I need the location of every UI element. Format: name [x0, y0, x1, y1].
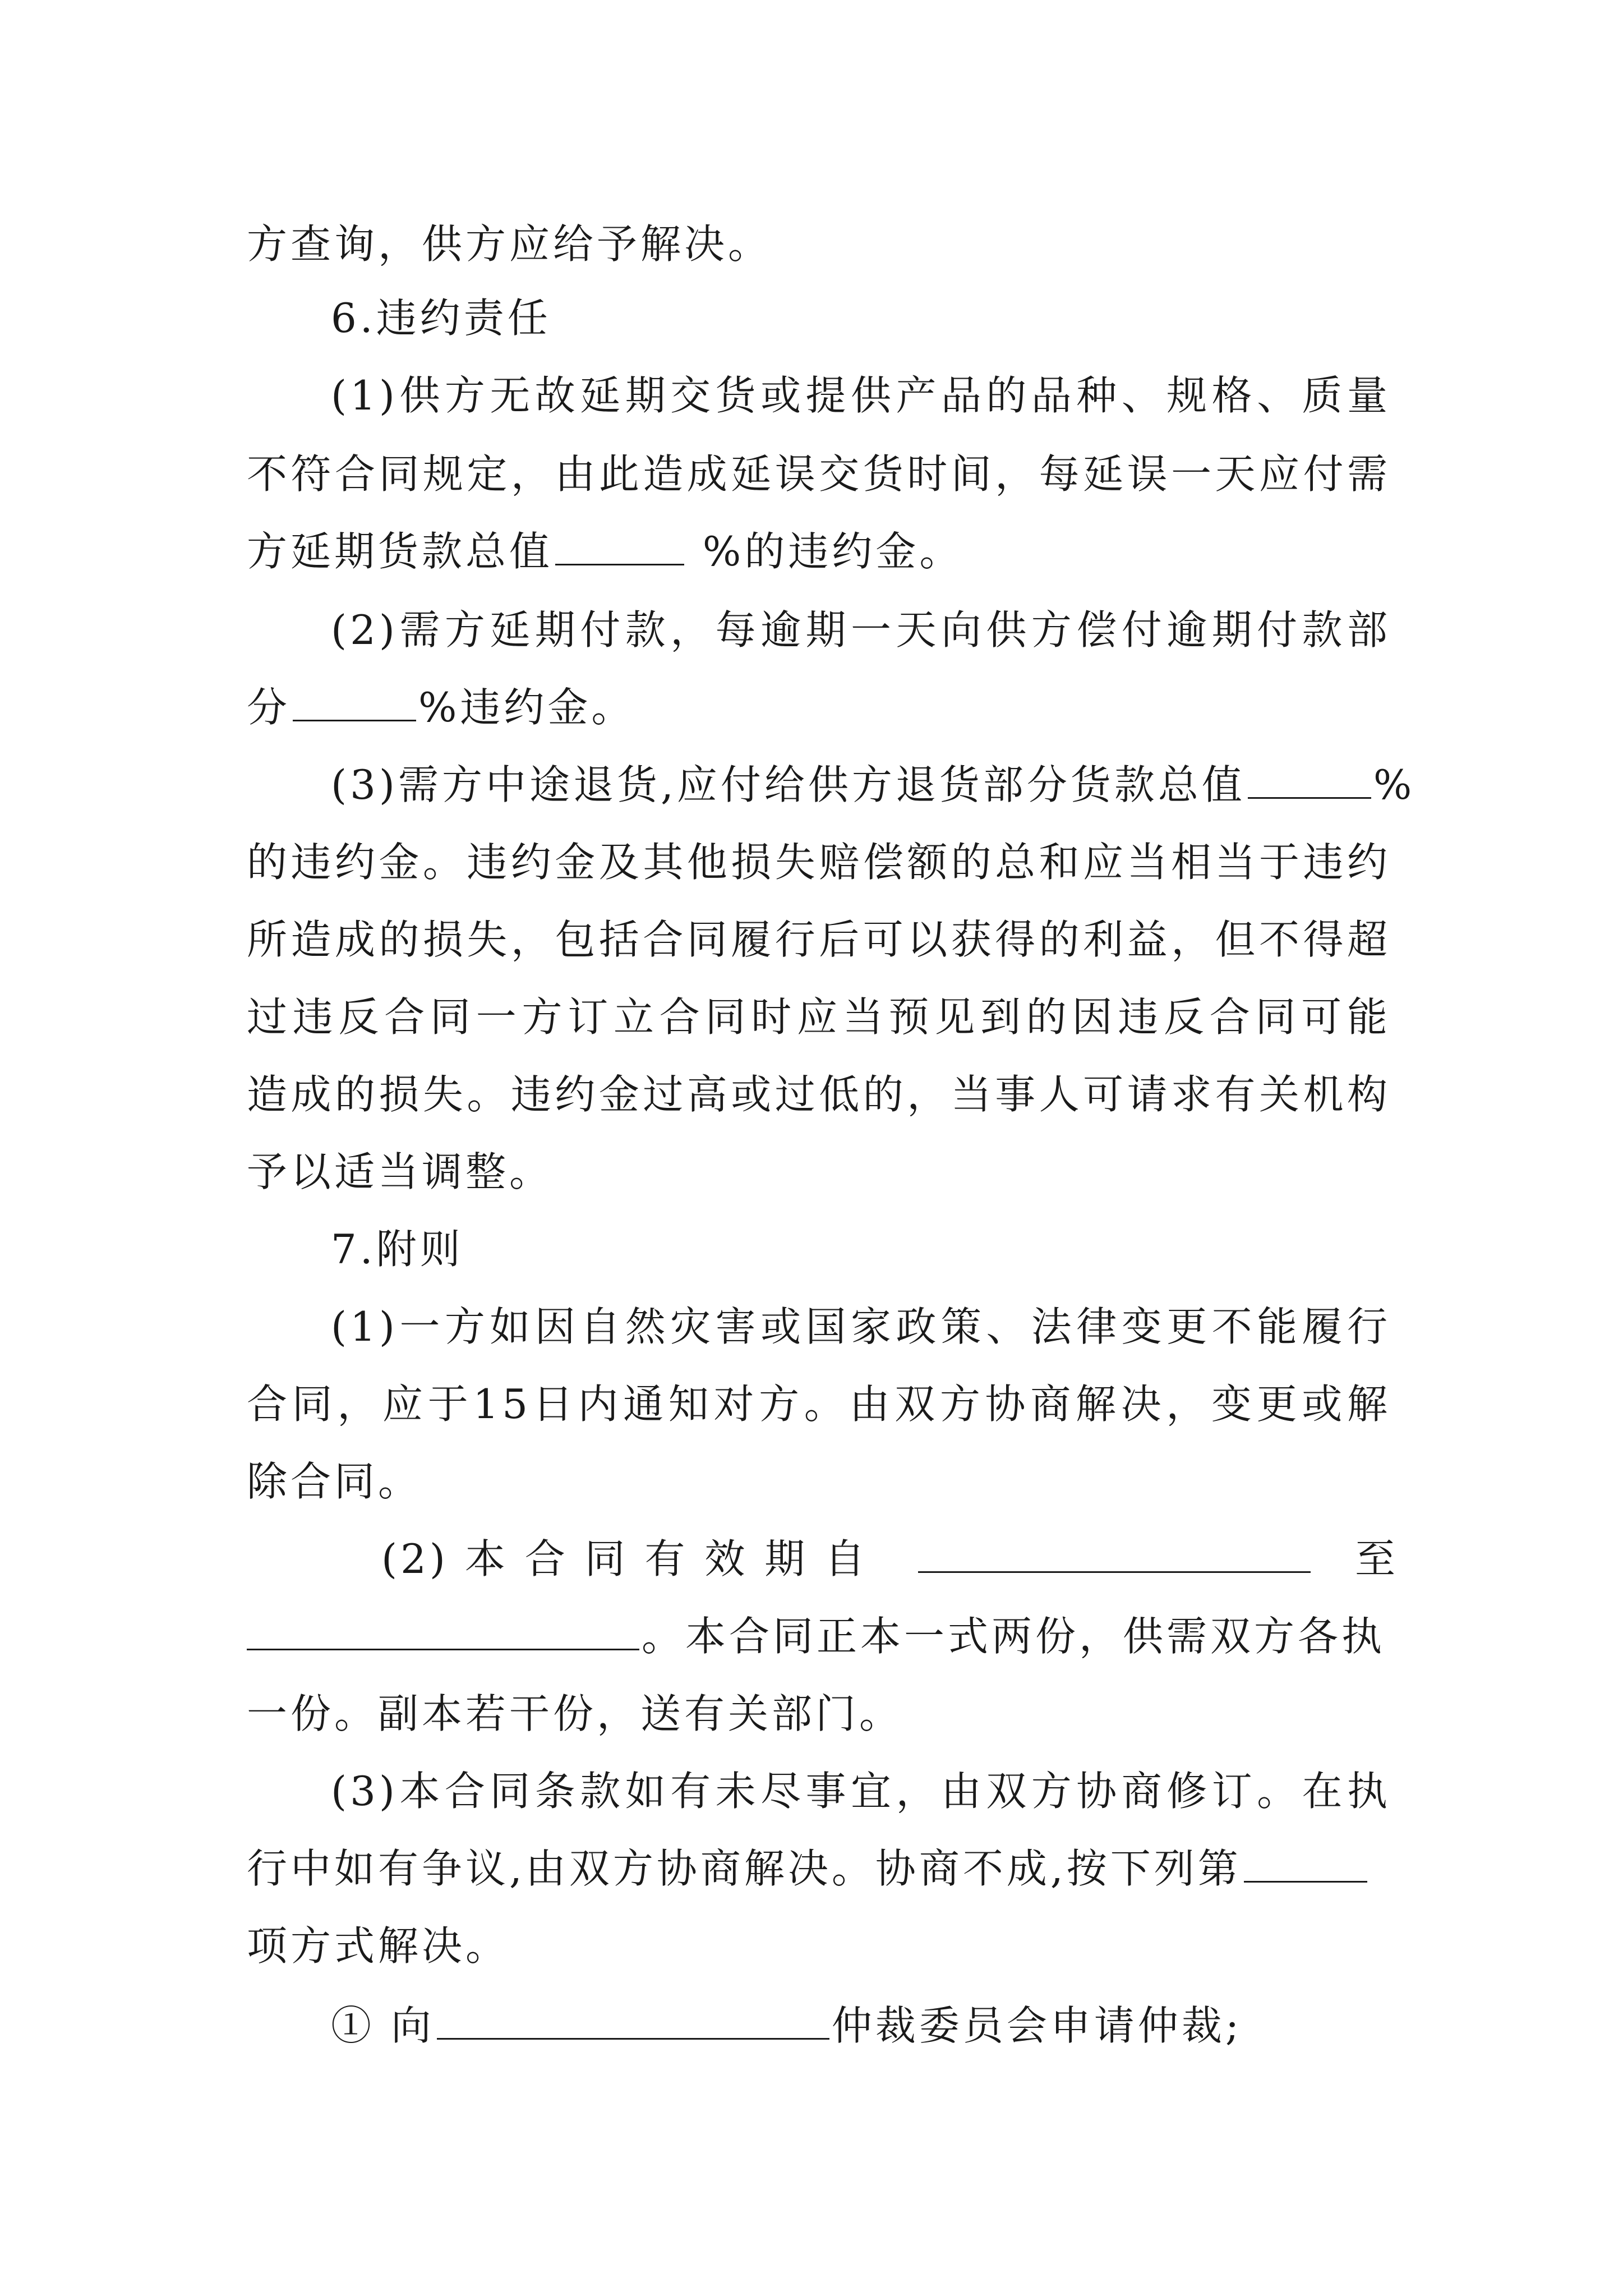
validity-end-date-blank[interactable]: [247, 1613, 639, 1650]
clause-1-line-3: [247, 521, 1391, 582]
clause-2-line-1: (2)需方延期付款，每逾期一天向供方偿付逾期付款部: [331, 606, 1391, 654]
clause-3-line-2: 的违约金。违约金及其他损失赔偿额的总和应当相当于违约: [247, 839, 1391, 886]
clause-1-line-2: 不符合同规定，由此造成延误交货时间，每延误一天应付需: [247, 450, 1391, 498]
section-heading-liability: 6.违约责任: [331, 295, 551, 342]
clause-3-line-5: 造成的损失。违约金过高或过低的，当事人可请求有关机构: [247, 1071, 1391, 1118]
clause-3-line-1: [331, 754, 1415, 816]
supp-clause-3-line-2: [247, 1838, 1391, 1899]
clause-2-text-after-blank: %违约金。: [418, 684, 635, 731]
clause-2-line-2: [247, 677, 1391, 738]
penalty-rate-blank-2[interactable]: [293, 684, 416, 721]
penalty-rate-blank-1[interactable]: [555, 528, 684, 565]
supp-clause-2-line-3: 一份。副本若干份，送有关部门。: [247, 1690, 903, 1737]
dispute-method-blank[interactable]: [1244, 1845, 1367, 1883]
clause-3-text-before-blank: (3)需方中途退货,应付给供方退货部分货款总值: [331, 761, 1246, 808]
option-1-prefix: ① 向: [331, 2002, 435, 2049]
clause-1-text-before-blank: 方延期货款总值: [247, 528, 554, 575]
clause-1-line-1: (1)供方无故延期交货或提供产品的品种、规格、质量: [331, 372, 1391, 419]
supp-clause-3-line-1: (3)本合同条款如有未尽事宜，由双方协商修订。在执: [331, 1768, 1391, 1815]
dispute-text: 行中如有争议,由双方协商解决。协商不成,按下列第: [247, 1845, 1242, 1892]
clause-3-line-6: 予以适当调整。: [247, 1148, 554, 1195]
para-line-query-resolve: 方查询，供方应给予解决。: [247, 220, 772, 268]
option-1-suffix: 仲裁委员会申请仲裁;: [831, 2002, 1243, 2049]
validity-start-date-blank[interactable]: [918, 1535, 1311, 1573]
clause-1-text-after-blank: %的违约金。: [686, 528, 963, 575]
clause-3-percent: %: [1373, 761, 1415, 808]
penalty-rate-blank-3[interactable]: [1248, 761, 1371, 799]
supp-clause-2-line-1: [381, 1528, 1399, 1590]
clause-2-text-before-blank: 分: [247, 684, 291, 731]
supp-clause-1-line-3: 除合同。: [247, 1458, 422, 1505]
supp-clause-1-line-2: 合同，应于15日内通知对方。由双方协商解决，变更或解: [247, 1381, 1391, 1428]
clause-3-line-3: 所造成的损失，包括合同履行后可以获得的利益，但不得超: [247, 916, 1391, 963]
validity-period-label: (2) 本 合 同 有 效 期 自: [381, 1535, 869, 1582]
supp-clause-2-line-2: [247, 1605, 1391, 1667]
arbitration-option-1: [331, 1995, 1475, 2056]
supp-clause-3-line-3: 项方式解决。: [247, 1922, 510, 1970]
arbitration-commission-blank[interactable]: [437, 2002, 829, 2040]
supp-clause-1-line-1: (1)一方如因自然灾害或国家政策、法律变更不能履行: [331, 1303, 1391, 1350]
validity-to-label: 至: [1354, 1535, 1399, 1582]
section-heading-supplementary: 7.附则: [331, 1226, 464, 1273]
copies-text: 。本合同正本一式两份，供需双方各执: [642, 1613, 1386, 1660]
clause-3-line-4: 过违反合同一方订立合同时应当预见到的因违反合同可能: [247, 993, 1391, 1041]
